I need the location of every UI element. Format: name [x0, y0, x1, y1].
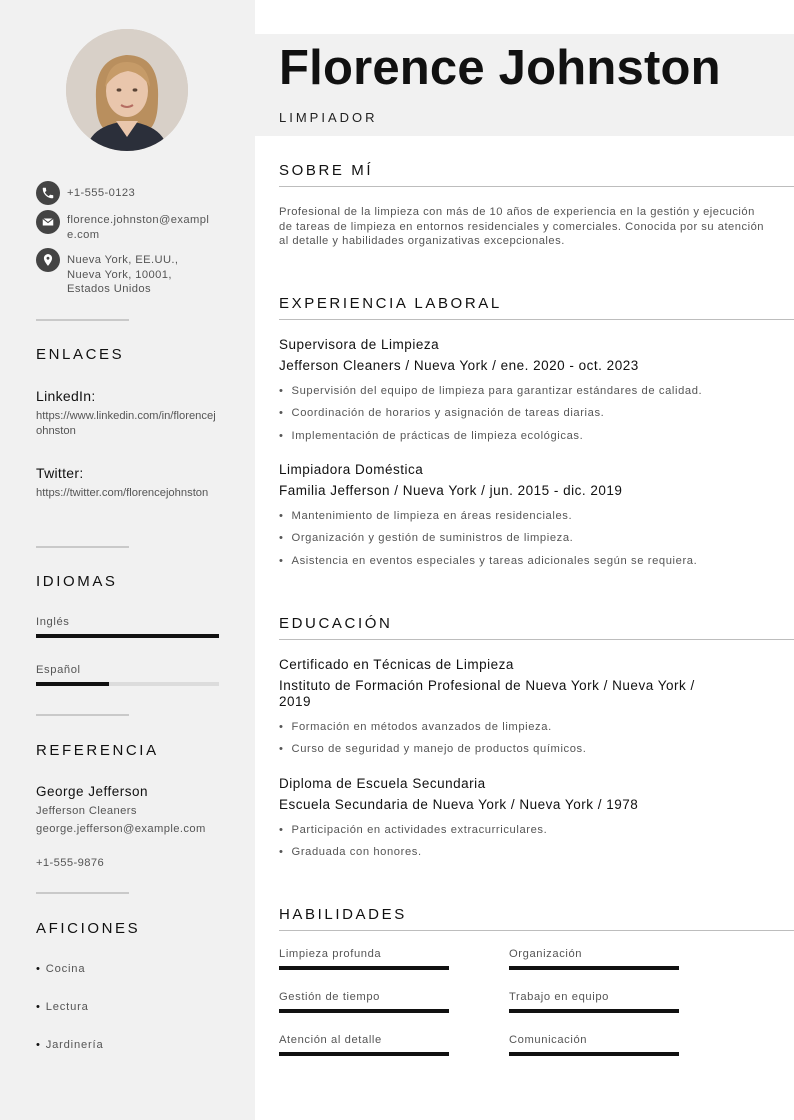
job-title: Supervisora de Limpieza: [279, 337, 440, 352]
page-title: Florence Johnston: [279, 41, 721, 95]
skill-label: Gestión de tiempo: [279, 991, 380, 1003]
about-heading: SOBRE MÍ: [279, 162, 374, 179]
job-subtitle: Familia Jefferson / Nueva York / jun. 2015 - dic. 2019: [279, 483, 623, 498]
language-label: Inglés: [36, 616, 70, 628]
section-divider: [279, 930, 794, 931]
list-item: • Curso de seguridad y manejo de productos químicos.: [279, 743, 587, 755]
avatar: [66, 29, 188, 151]
skill-level-bar: [509, 1009, 679, 1013]
education-title: Certificado en Técnicas de Limpieza: [279, 657, 514, 672]
email-text[interactable]: florence.johnston@example.com: [67, 214, 210, 241]
language-level-bar: [36, 634, 219, 638]
hobby-item: • Jardinería: [36, 1039, 104, 1051]
section-divider: [279, 639, 794, 640]
phone-text: +1-555-0123: [67, 187, 136, 199]
profile-photo: [66, 29, 188, 151]
languages-heading: IDIOMAS: [36, 573, 118, 590]
address-text: Nueva York, EE.UU., Nueva York, 10001, Estados Unidos: [67, 254, 179, 295]
education-title: Diploma de Escuela Secundaria: [279, 776, 486, 791]
links-heading: ENLACES: [36, 346, 125, 363]
list-item: • Organización y gestión de suministros de limpieza.: [279, 532, 574, 544]
education-subtitle: Escuela Secundaria de Nueva York / Nueva York / 1978: [279, 797, 639, 812]
linkedin-label: LinkedIn:: [36, 388, 96, 404]
skill-label: Limpieza profunda: [279, 948, 382, 960]
hobby-item: • Cocina: [36, 963, 86, 975]
language-label: Español: [36, 664, 81, 676]
location-pin-icon: [36, 248, 60, 272]
list-item: • Supervisión del equipo de limpieza para garantizar estándares de calidad.: [279, 385, 703, 397]
skill-level-bar: [279, 1052, 449, 1056]
sidebar-divider: [36, 892, 129, 894]
list-item: • Implementación de prácticas de limpieza ecológicas.: [279, 430, 584, 442]
reference-email[interactable]: george.jefferson@example.com: [36, 823, 206, 835]
sidebar-divider: [36, 714, 129, 716]
phone-icon: [36, 181, 60, 205]
mail-icon: [36, 210, 60, 234]
skill-level-bar: [279, 1009, 449, 1013]
skill-label: Trabajo en equipo: [509, 991, 609, 1003]
hobbies-heading: AFICIONES: [36, 920, 141, 937]
contact-phone: [36, 181, 217, 205]
section-divider: [279, 319, 794, 320]
job-subtitle: Jefferson Cleaners / Nueva York / ene. 2020 - oct. 2023: [279, 358, 639, 373]
skill-label: Comunicación: [509, 1034, 588, 1046]
sidebar-divider: [36, 319, 129, 321]
language-level-bar: [36, 682, 219, 686]
reference-phone: +1-555-9876: [36, 857, 105, 869]
contact-email: [36, 210, 217, 242]
list-item: • Graduada con honores.: [279, 846, 422, 858]
skills-heading: HABILIDADES: [279, 906, 407, 923]
skill-level-bar: [509, 1052, 679, 1056]
section-divider: [279, 186, 794, 187]
skill-level-bar: [509, 966, 679, 970]
contact-address: [36, 248, 192, 297]
reference-company: Jefferson Cleaners: [36, 805, 137, 817]
job-title-subheading: LIMPIADOR: [279, 110, 378, 125]
skill-level-bar: [279, 966, 449, 970]
education-heading: EDUCACIÓN: [279, 615, 393, 632]
list-item: • Mantenimiento de limpieza en áreas residenciales.: [279, 510, 573, 522]
sidebar-divider: [36, 546, 129, 548]
linkedin-url[interactable]: https://www.linkedin.com/in/florencejohnston: [36, 410, 216, 437]
list-item: • Asistencia en eventos especiales y tareas adicionales según se requiera.: [279, 555, 698, 567]
education-subtitle: Instituto de Formación Profesional de Nueva York / Nueva York / 2019: [279, 678, 695, 709]
hobby-item: • Lectura: [36, 1001, 89, 1013]
about-text: Profesional de la limpieza con más de 10 años de experiencia en la gestión y ejecución de tareas de limpieza en entornos residenciales y comerciales. Conocida por su atención al detalle y habilidades organizativas excepcionales.: [279, 206, 765, 247]
skill-label: Atención al detalle: [279, 1034, 382, 1046]
list-item: • Participación en actividades extracurriculares.: [279, 824, 548, 836]
reference-name: George Jefferson: [36, 784, 149, 799]
list-item: • Coordinación de horarios y asignación de tareas diarias.: [279, 407, 605, 419]
twitter-label: Twitter:: [36, 465, 84, 481]
list-item: • Formación en métodos avanzados de limpieza.: [279, 721, 552, 733]
twitter-url[interactable]: https://twitter.com/florencejohnston: [36, 487, 209, 499]
sidebar: [0, 0, 255, 1120]
skill-label: Organización: [509, 948, 583, 960]
reference-heading: REFERENCIA: [36, 742, 159, 759]
job-title: Limpiadora Doméstica: [279, 462, 424, 477]
experience-heading: EXPERIENCIA LABORAL: [279, 295, 502, 312]
